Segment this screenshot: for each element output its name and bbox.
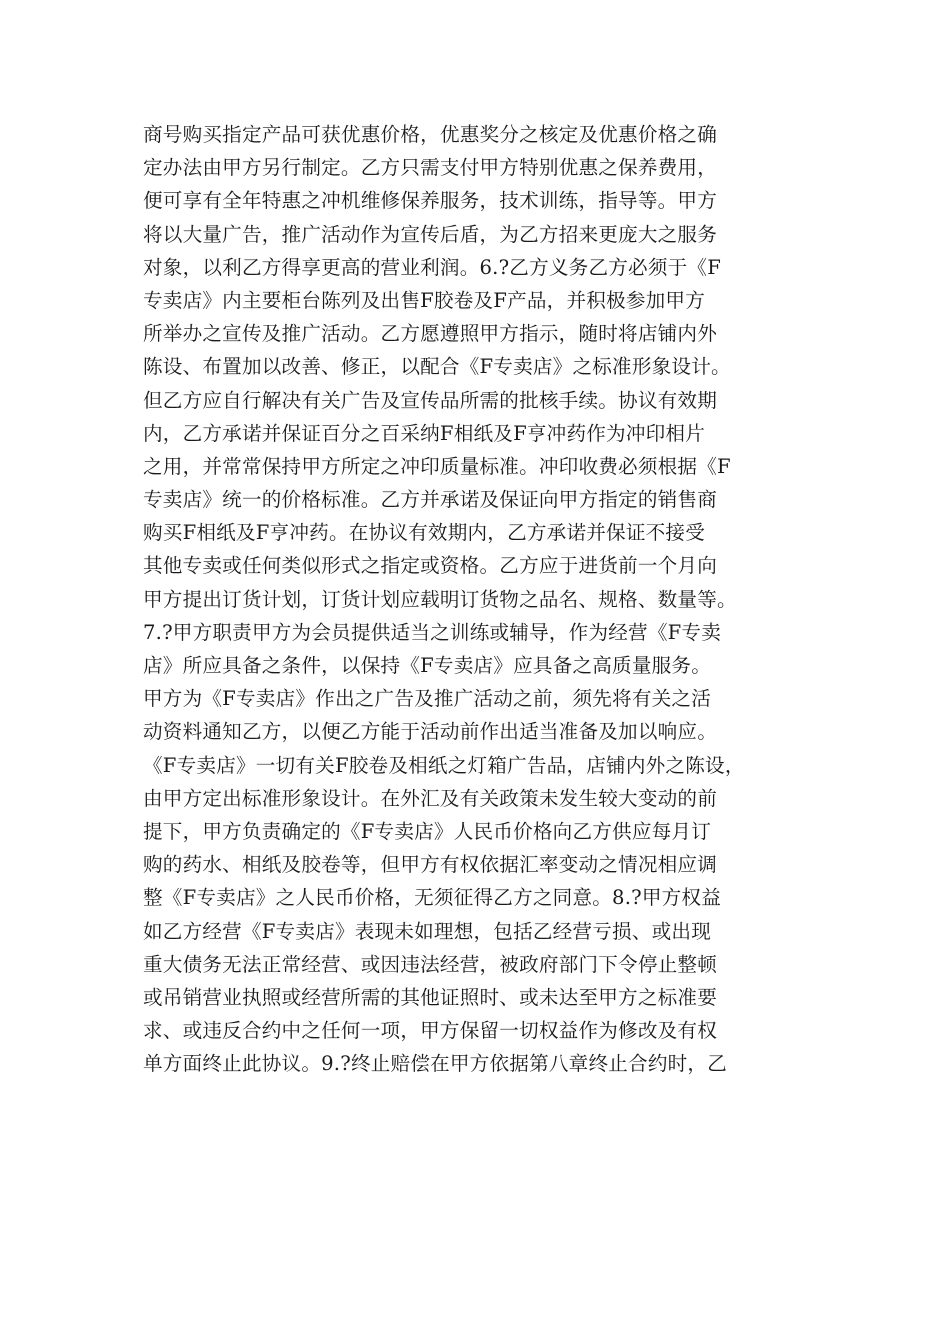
text-line: 《F专卖店》一切有关F胶卷及相纸之灯箱广告品，店铺内外之陈设，: [143, 753, 745, 777]
text-line: 定办法由甲方另行制定。乙方只需支付甲方特别优惠之保养费用，: [143, 156, 718, 180]
text-line: 7.?甲方职责甲方为会员提供适当之训练或辅导，作为经营《F专卖: [143, 620, 722, 644]
text-line: 但乙方应自行解决有关广告及宣传品所需的批核手续。协议有效期: [143, 388, 718, 412]
text-line: 内，乙方承诺并保证百分之百采纳F相纸及F亨冲药作为冲印相片: [143, 421, 706, 445]
text-line: 所举办之宣传及推广活动。乙方愿遵照甲方指示，随时将店铺内外: [143, 322, 718, 346]
text-line: 或吊销营业执照或经营所需的其他证照时、或未达至甲方之标准要: [143, 985, 718, 1009]
text-line: 提下，甲方负责确定的《F专卖店》人民币价格向乙方供应每月订: [143, 819, 712, 843]
text-line: 商号购买指定产品可获优惠价格，优惠奖分之核定及优惠价格之确: [143, 123, 718, 146]
text-line: 店》所应具备之条件，以保持《F专卖店》应具备之高质量服务。: [143, 654, 712, 677]
text-line: 其他专卖或任何类似形式之指定或资格。乙方应于进货前一个月向: [143, 554, 718, 578]
text-line: 动资料通知乙方，以便乙方能于活动前作出适当准备及加以响应。: [143, 720, 718, 744]
text-line: 购的药水、相纸及胶卷等，但甲方有权依据汇率变动之情况相应调: [143, 853, 718, 877]
text-line: 求、或违反合约中之任何一项，甲方保留一切权益作为修改及有权: [143, 1019, 718, 1043]
text-line: 甲方为《F专卖店》作出之广告及推广活动之前，须先将有关之活: [143, 687, 712, 711]
text-line: 甲方提出订货计划，订货计划应载明订货物之品名、规格、数量等。: [143, 587, 737, 611]
text-line: 便可享有全年特惠之冲机维修保养服务，技术训练，指导等。甲方: [143, 189, 718, 213]
text-line: 之用，并常常保持甲方所定之冲印质量标准。冲印收费必须根据《F: [143, 454, 731, 478]
text-line: 整《F专卖店》之人民币价格，无须征得乙方之同意。8.?甲方权益: [143, 886, 722, 910]
text-line: 由甲方定出标准形象设计。在外汇及有关政策未发生较大变动的前: [143, 786, 718, 810]
text-line: 将以大量广告，推广活动作为宣传后盾，为乙方招来更庞大之服务: [143, 222, 718, 246]
text-line: 专卖店》统一的价格标准。乙方并承诺及保证向甲方指定的销售商: [143, 488, 718, 512]
text-line: 专卖店》内主要柜台陈列及出售F胶卷及F产品，并积极参加甲方: [143, 288, 706, 312]
text-line: 如乙方经营《F专卖店》表现未如理想，包括乙经营亏损、或出现: [143, 919, 712, 943]
text-line: 购买F相纸及F亨冲药。在协议有效期内，乙方承诺并保证不接受: [143, 521, 706, 545]
text-line: 重大债务无法正常经营、或因违法经营，被政府部门下令停止整顿: [143, 952, 718, 976]
text-line: 陈设、布置加以改善、修正，以配合《F专卖店》之标准形象设计。: [143, 355, 731, 379]
text-line: 单方面终止此协议。9.?终止赔偿在甲方依据第八章终止合约时，乙: [143, 1052, 728, 1076]
text-line: 对象，以利乙方得享更高的营业利润。6.?乙方义务乙方必须于《F: [143, 255, 722, 279]
body-text: [143, 118, 833, 1080]
